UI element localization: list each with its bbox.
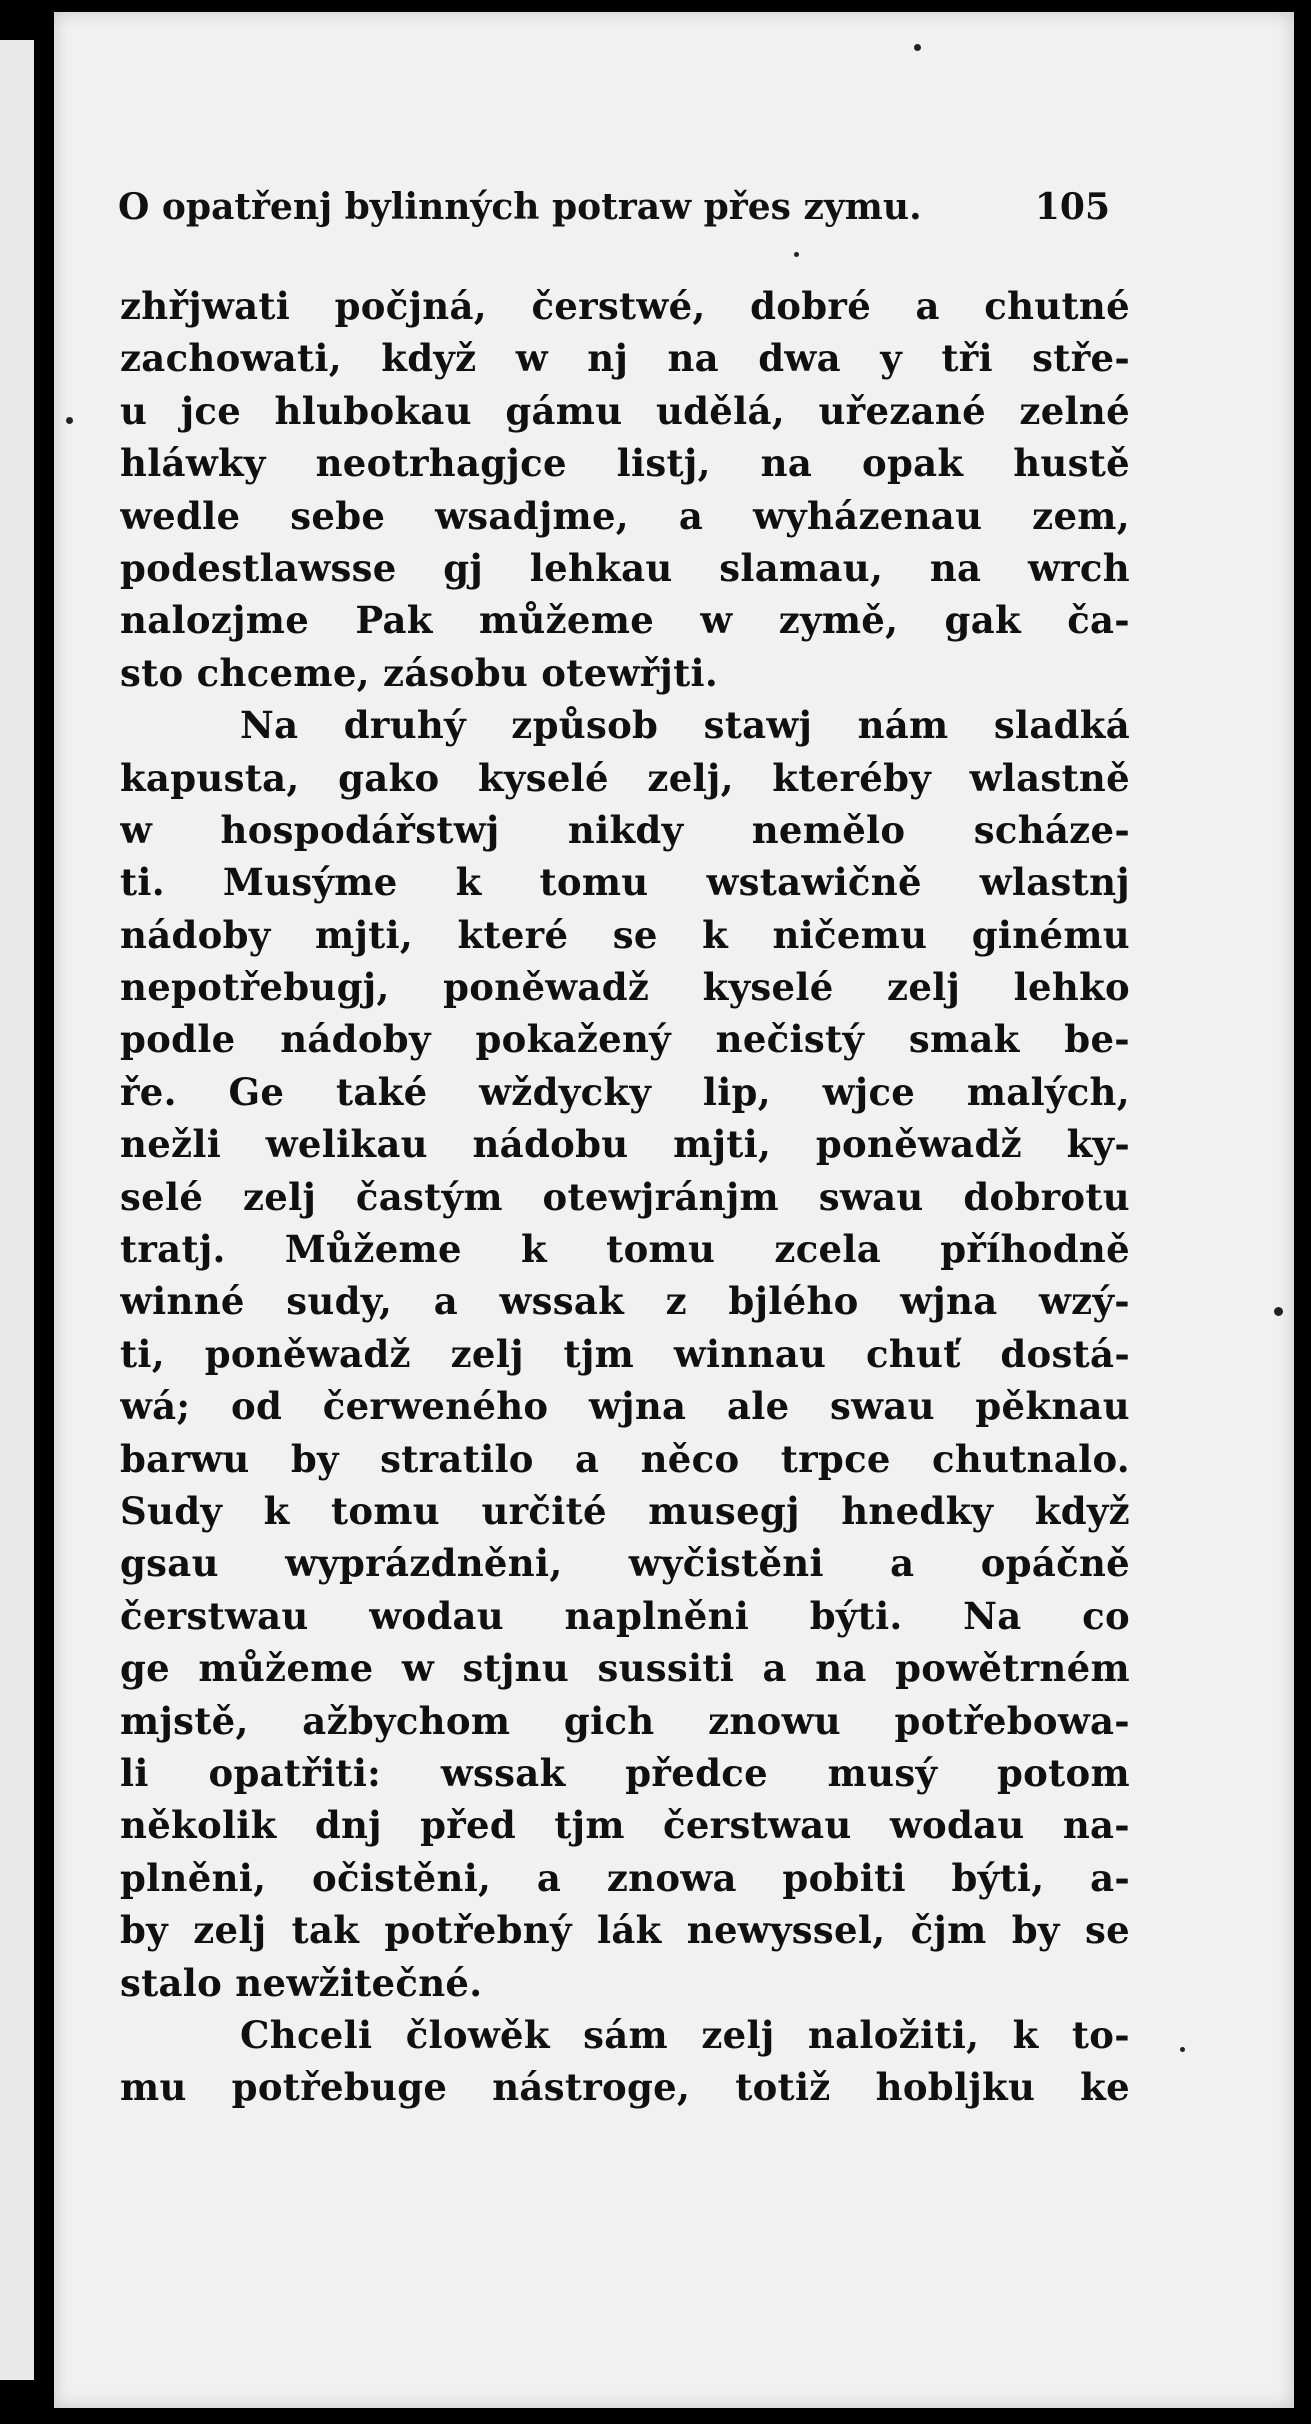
- paragraph: [120, 699, 1130, 2009]
- word: hláwky: [120, 441, 266, 486]
- text-line: [120, 1852, 1130, 1904]
- word: když: [381, 336, 477, 381]
- ink-speck: [1274, 1307, 1283, 1316]
- word: a: [575, 1436, 600, 1481]
- word: Sudy: [120, 1488, 223, 1533]
- word: tomu: [606, 1227, 716, 1272]
- word: a: [890, 1541, 915, 1586]
- word: když: [1034, 1488, 1130, 1533]
- word: slamau,: [719, 545, 884, 590]
- word: předce: [625, 1750, 768, 1795]
- word: ře.: [120, 1069, 177, 1114]
- word: mu: [120, 2065, 187, 2110]
- word: na: [760, 441, 813, 486]
- word: ti,: [120, 1331, 165, 1376]
- word: Na: [963, 1593, 1022, 1638]
- word: znowa: [606, 1855, 737, 1900]
- word: čjm: [910, 1908, 987, 1953]
- word: hlubokau: [274, 388, 472, 433]
- text-line: [120, 1328, 1130, 1380]
- word: gsau: [120, 1541, 219, 1586]
- word: zelj: [887, 965, 961, 1010]
- word: wždycky: [479, 1069, 652, 1114]
- word: listj,: [616, 441, 711, 486]
- word: gako: [338, 755, 440, 800]
- word: dwa: [758, 336, 841, 381]
- word: Na: [240, 703, 299, 748]
- word: určité: [481, 1488, 607, 1533]
- body-text: [120, 280, 1130, 2114]
- word: naplněni: [564, 1593, 750, 1638]
- word: býti.: [809, 1593, 903, 1638]
- word: winnau: [673, 1331, 827, 1376]
- word: nečistý: [715, 1017, 865, 1062]
- word: nádobu: [472, 1122, 629, 1167]
- word: tomu: [330, 1488, 441, 1533]
- word: častým: [355, 1174, 503, 1219]
- text-line: [120, 752, 1130, 804]
- word: opak: [861, 441, 964, 486]
- word: nádoby: [280, 1017, 431, 1062]
- text-line: [120, 490, 1130, 542]
- word: u: [120, 388, 148, 433]
- word: trpce: [780, 1436, 891, 1481]
- word: naložiti,: [807, 2012, 980, 2057]
- word: pokažený: [475, 1017, 671, 1062]
- text-line: [120, 2009, 1130, 2061]
- word: swau: [818, 1174, 924, 1219]
- word: čerstwé,: [531, 284, 706, 328]
- word: pobiti: [782, 1855, 906, 1900]
- word: winné: [120, 1279, 245, 1324]
- text-line: [120, 280, 1130, 332]
- word: k: [455, 860, 482, 905]
- word: zelné: [1019, 388, 1130, 433]
- word: gj: [443, 545, 484, 590]
- word: znowu: [708, 1698, 841, 1743]
- word: mjti,: [315, 912, 414, 957]
- word: na: [929, 545, 982, 590]
- text-line: [120, 385, 1130, 437]
- word: opáčně: [980, 1541, 1130, 1586]
- word: pěknau: [975, 1384, 1130, 1429]
- text-line: [120, 1537, 1130, 1589]
- word: kapusta,: [120, 755, 300, 800]
- word: a: [678, 493, 704, 538]
- word: nám: [857, 703, 949, 748]
- word: wodau: [889, 1803, 1025, 1848]
- word: potřebowa-: [894, 1698, 1130, 1743]
- word: wssak: [440, 1750, 566, 1795]
- word: několik: [120, 1803, 277, 1848]
- word: sám: [583, 2012, 668, 2057]
- word: barwu: [120, 1436, 250, 1481]
- word: kyselé: [702, 965, 834, 1010]
- word: wjna: [589, 1384, 687, 1429]
- text-line: [120, 1171, 1130, 1223]
- word: wodau: [369, 1593, 504, 1638]
- word: sladká: [993, 703, 1130, 748]
- word: dobrotu: [963, 1174, 1130, 1219]
- word: wsadjme,: [435, 493, 629, 538]
- text-line: [120, 332, 1130, 384]
- word: nj: [587, 336, 629, 381]
- word: wyházenau: [753, 493, 983, 538]
- text-line: [120, 1799, 1130, 1851]
- paragraph: [120, 280, 1130, 699]
- ink-speck: [794, 252, 799, 257]
- word: powětrném: [895, 1646, 1130, 1691]
- word: neotrhagjce: [315, 441, 567, 486]
- word: wlastnj: [979, 860, 1130, 905]
- word: nežli: [120, 1122, 222, 1167]
- word: wyčistěni: [628, 1541, 824, 1586]
- word: příhodně: [940, 1227, 1130, 1272]
- word: k: [263, 1488, 290, 1533]
- word: počjná,: [334, 284, 487, 328]
- word: druhý: [343, 703, 466, 748]
- text-line: [120, 1433, 1130, 1485]
- word: zelj: [701, 2012, 775, 2057]
- word: kteréby: [772, 755, 932, 800]
- word: wjce: [822, 1069, 916, 1114]
- word: k: [1012, 2012, 1039, 2057]
- word: musegj: [648, 1488, 800, 1533]
- word: w: [515, 336, 548, 381]
- word: wlastně: [969, 755, 1130, 800]
- text-line: [120, 1066, 1130, 1118]
- text-line: [120, 1275, 1130, 1327]
- word: newyssel,: [686, 1908, 886, 1953]
- word: ale: [726, 1384, 790, 1429]
- word: se: [1084, 1908, 1130, 1953]
- word: dnj: [314, 1803, 382, 1848]
- word: stratilo: [380, 1436, 534, 1481]
- word: musý: [827, 1750, 938, 1795]
- word: zelj: [450, 1331, 524, 1376]
- word: chutné: [984, 284, 1130, 328]
- word: potřebuge: [231, 2065, 448, 2110]
- word: zem,: [1032, 493, 1130, 538]
- word: selé: [120, 1174, 204, 1219]
- word: Můžeme: [284, 1227, 462, 1272]
- ink-speck: [914, 44, 921, 51]
- word: nemělo: [751, 807, 906, 852]
- word: wedle: [120, 493, 241, 538]
- word: w: [700, 598, 733, 643]
- word: na: [815, 1646, 867, 1691]
- word: li: [120, 1750, 149, 1795]
- word: tři: [941, 336, 993, 381]
- word: tratj.: [120, 1227, 226, 1272]
- word: býti,: [951, 1855, 1045, 1900]
- text-line: [120, 2061, 1130, 2113]
- word: chutnalo.: [932, 1436, 1130, 1481]
- running-header: [118, 186, 1110, 228]
- text-line: [120, 1380, 1130, 1432]
- word: tomu: [539, 860, 649, 905]
- word: a-: [1090, 1855, 1130, 1900]
- text-line: [120, 1485, 1130, 1537]
- word: jce: [180, 388, 242, 433]
- word: wssak: [499, 1279, 625, 1324]
- word: Pak: [355, 598, 433, 643]
- text-line: [120, 437, 1130, 489]
- word: očistěni,: [311, 1855, 492, 1900]
- word: Chceli: [240, 2012, 373, 2057]
- word: gak: [944, 598, 1021, 643]
- text-line: [120, 1642, 1130, 1694]
- word: potřebný: [384, 1908, 572, 1953]
- word: zelj: [193, 1908, 267, 1953]
- word: na: [667, 336, 719, 381]
- word: tjm: [563, 1331, 635, 1376]
- word: malých,: [966, 1069, 1130, 1114]
- word: ky-: [1066, 1122, 1130, 1167]
- word: wjna: [900, 1279, 998, 1324]
- word: čerweného: [322, 1384, 549, 1429]
- word: zelj: [242, 1174, 317, 1219]
- word: něco: [640, 1436, 740, 1481]
- word: potom: [997, 1750, 1130, 1795]
- word: plněni,: [120, 1855, 267, 1900]
- word: hobljku: [875, 2065, 1036, 2110]
- word: bjlého: [728, 1279, 859, 1324]
- word: před: [420, 1803, 517, 1848]
- word: z: [665, 1279, 687, 1324]
- word: nepotřebugj,: [120, 965, 390, 1010]
- word: zhřjwati: [120, 284, 291, 328]
- word: by: [1011, 1908, 1060, 1953]
- text-line: [120, 699, 1130, 751]
- word: y: [880, 336, 902, 381]
- word: opatřiti:: [208, 1750, 382, 1795]
- word: w: [401, 1646, 435, 1691]
- word: a: [536, 1855, 562, 1900]
- word: ničemu: [772, 912, 928, 957]
- word: wá;: [120, 1384, 191, 1429]
- previous-page-edge: [0, 40, 34, 2380]
- text-line: sto chceme, zásobu otewřjti.: [120, 650, 719, 695]
- ink-speck: [66, 417, 73, 424]
- word: uřezané: [818, 388, 986, 433]
- word: co: [1082, 1593, 1130, 1638]
- word: totiž: [735, 2065, 831, 2110]
- page-number: 105: [1034, 186, 1110, 228]
- word: wyprázdněni,: [285, 1541, 563, 1586]
- word: zcela: [774, 1227, 882, 1272]
- word: by: [120, 1908, 168, 1953]
- text-line: [120, 804, 1130, 856]
- word: ginému: [971, 912, 1130, 957]
- word: stjnu: [462, 1646, 570, 1691]
- word: podle: [120, 1017, 236, 1062]
- word: lák: [596, 1908, 662, 1953]
- word: poněwadž: [815, 1122, 1022, 1167]
- word: sussiti: [597, 1646, 735, 1691]
- word: smak: [908, 1017, 1020, 1062]
- word: welikau: [265, 1122, 428, 1167]
- word: lehkau: [529, 545, 673, 590]
- word: zachowati,: [120, 336, 342, 381]
- paragraph: [120, 2009, 1130, 2114]
- word: hustě: [1013, 441, 1130, 486]
- text-line: [120, 1747, 1130, 1799]
- word: gámu: [505, 388, 623, 433]
- word: ti.: [120, 860, 165, 905]
- word: způsob: [511, 703, 659, 748]
- word: čerstwau: [663, 1803, 852, 1848]
- text-line: [120, 1013, 1130, 1065]
- word: od: [230, 1384, 283, 1429]
- word: sebe: [290, 493, 386, 538]
- word: ažbychom: [302, 1698, 511, 1743]
- text-line: [120, 594, 1130, 646]
- word: k: [702, 912, 729, 957]
- word: a: [762, 1646, 787, 1691]
- text-line: [120, 856, 1130, 908]
- word: tjm: [554, 1803, 625, 1848]
- word: zelj,: [647, 755, 734, 800]
- word: dobré: [750, 284, 872, 328]
- word: se: [612, 912, 658, 957]
- word: udělá,: [655, 388, 785, 433]
- word: můžeme: [478, 598, 655, 643]
- word: tak: [291, 1908, 360, 1953]
- word: hospodářstwj: [220, 807, 500, 852]
- word: wstawičně: [706, 860, 922, 905]
- word: swau: [830, 1384, 935, 1429]
- running-head-title: O opatřenj bylinných potraw přes zymu.: [118, 186, 922, 228]
- word: sudy,: [286, 1279, 393, 1324]
- text-line: [120, 1904, 1130, 1956]
- word: hnedky: [841, 1488, 994, 1533]
- word: také: [335, 1069, 428, 1114]
- word: na-: [1062, 1803, 1130, 1848]
- word: w: [120, 807, 153, 852]
- text-line: stalo newžitečné.: [120, 1960, 483, 2005]
- word: wrch: [1027, 545, 1130, 590]
- word: ča-: [1067, 598, 1130, 643]
- word: gich: [563, 1698, 655, 1743]
- word: ge: [120, 1646, 171, 1691]
- text-line: [120, 1590, 1130, 1642]
- ink-speck: [1180, 2047, 1185, 2052]
- text-line: [120, 1695, 1130, 1747]
- word: otewjránjm: [542, 1174, 780, 1219]
- word: kyselé: [477, 755, 609, 800]
- word: nádoby: [120, 912, 271, 957]
- word: lip,: [702, 1069, 771, 1114]
- word: stawj: [703, 703, 813, 748]
- word: be-: [1064, 1017, 1130, 1062]
- word: Musýme: [222, 860, 398, 905]
- word: nikdy: [567, 807, 684, 852]
- word: čerstwau: [120, 1593, 309, 1638]
- word: poněwadž: [204, 1331, 411, 1376]
- word: chuť: [866, 1331, 961, 1376]
- word: poněwadž: [443, 965, 650, 1010]
- text-line: [120, 1118, 1130, 1170]
- text-line: [120, 1223, 1130, 1275]
- text-line: [120, 961, 1130, 1013]
- word: by: [290, 1436, 339, 1481]
- word: které: [457, 912, 569, 957]
- word: mjstě,: [120, 1698, 249, 1743]
- word: nástroge,: [492, 2065, 691, 2110]
- word: stře-: [1032, 336, 1130, 381]
- word: dostá-: [1000, 1331, 1130, 1376]
- word: to-: [1071, 2012, 1130, 2057]
- word: lehko: [1013, 965, 1130, 1010]
- word: Ge: [228, 1069, 285, 1114]
- word: mjti,: [673, 1122, 772, 1167]
- text-line: [120, 542, 1130, 594]
- word: a: [915, 284, 940, 328]
- word: k: [521, 1227, 547, 1272]
- word: scháze-: [973, 807, 1130, 852]
- word: wzý-: [1038, 1279, 1130, 1324]
- text-line: [120, 909, 1130, 961]
- word: člowěk: [405, 2012, 550, 2057]
- word: a: [433, 1279, 458, 1324]
- word: zymě,: [778, 598, 899, 643]
- word: ke: [1080, 2065, 1130, 2110]
- word: podestlawsse: [120, 545, 397, 590]
- word: můžeme: [198, 1646, 374, 1691]
- word: nalozjme: [120, 598, 310, 643]
